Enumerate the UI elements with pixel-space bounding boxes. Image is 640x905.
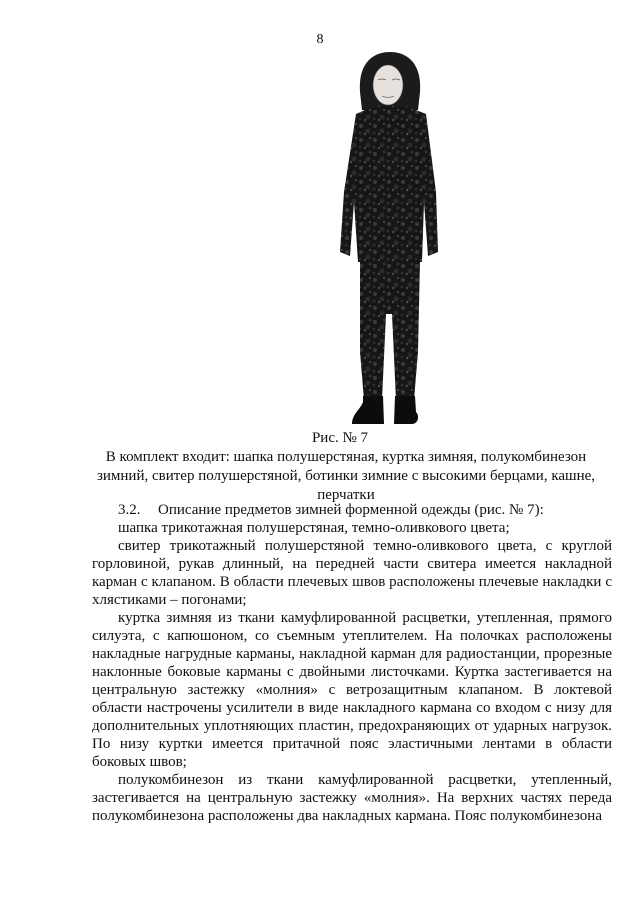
face — [373, 65, 403, 105]
figure-caption: Рис. № 7 — [311, 430, 369, 446]
paragraph-overalls: полукомбинезон из ткани камуфлированной расцветки, утепленный, застегивается на центральную застежку «молния». На верхних частях переда полукомбинезона расположены два накладных кармана. Пояс полукомбинезона — [92, 772, 612, 824]
paragraph-hat: шапка трикотажная полушерстяная, темно-оливкового цвета; — [118, 520, 510, 536]
section-number: 3.2. — [118, 502, 141, 518]
paragraph-jacket: куртка зимняя из ткани камуфлированной расцветки, утепленная, прямого силуэта, с капюшоном, со съемным утеплителем. На полочках расположены накладные нагрудные карманы, накладной карман для радиостанции, прорезные наклонные боковые карманы с двойными листочками. Куртка застегивается на центральную застежку «молния» с ветрозащитным клапаном. В локтевой области настрочены усилители в виде накладного кармана со входом с низу для дополнительных уплотняющих пластин, предохраняющих от ударных нагрузок. По низу куртки имеется притачной пояс эластичными лентами в области боковых швов; — [92, 610, 612, 770]
right-boot — [394, 396, 418, 424]
kit-contents-paragraph: В комплект входит: шапка полушерстяная, куртка зимняя, полукомбинезон зимний, свитер полушерстяной, ботинки зимние с высокими берцами, кашне, перчатки — [96, 449, 596, 503]
section-title: Описание предметов зимней форменной одежды (рис. № 7): — [158, 502, 544, 518]
left-boot — [352, 396, 384, 424]
page-number: 8 — [316, 32, 324, 47]
uniform-figure-illustration — [330, 52, 450, 430]
trousers — [360, 260, 420, 400]
body-text — [92, 501, 612, 825]
jacket — [340, 106, 438, 262]
paragraph-sweater: свитер трикотажный полушерстяной темно-оливкового цвета, с круглой горловиной, рукав длинный, на передней части свитера имеется накладной карман с клапаном. В области плечевых швов расположены плечевые накладки с хлястиками – погонами; — [92, 538, 612, 608]
section-heading — [92, 501, 612, 519]
